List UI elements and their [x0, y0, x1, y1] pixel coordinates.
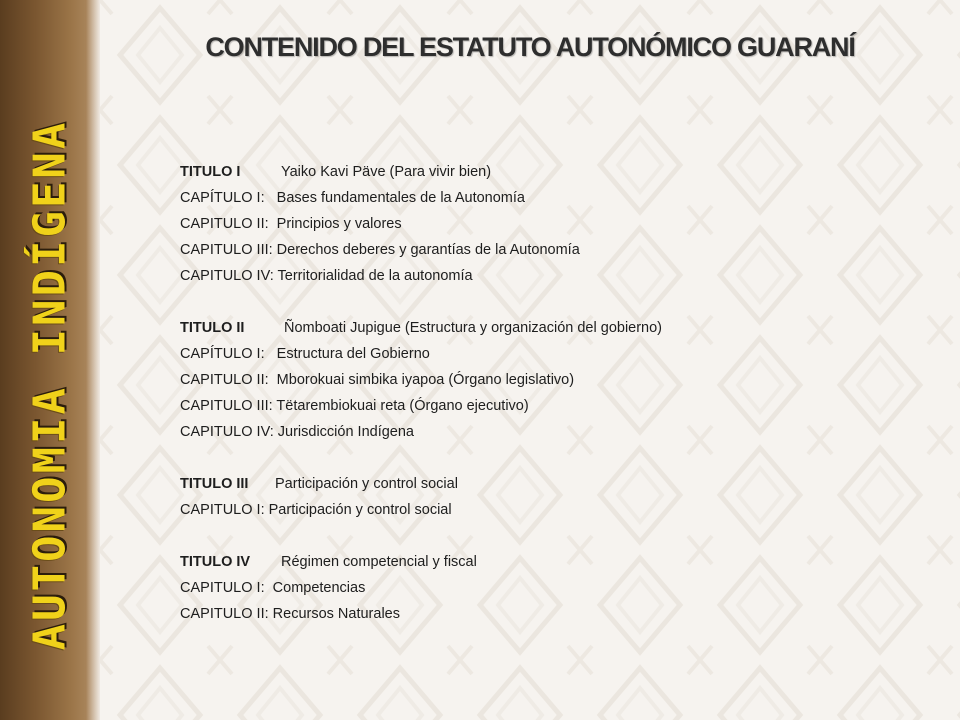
chapter-item: CAPITULO III: Derechos deberes y garantías de la Autonomía	[180, 242, 580, 258]
section-heading	[180, 159, 920, 185]
chapter-item: CAPITULO I: Competencias	[180, 580, 366, 596]
section-label: TITULO II	[180, 320, 245, 336]
chapter-item: CAPITULO I: Participación y control social	[180, 502, 452, 518]
section-text: Participación y control social	[275, 476, 458, 492]
chapter-item: CAPITULO III: Tëtarembiokuai reta (Órgano ejecutivo)	[180, 398, 529, 414]
section-label: TITULO III	[180, 476, 249, 492]
section-text: Yaiko Kavi Päve (Para vivir bien)	[281, 164, 492, 180]
section-heading	[180, 471, 920, 497]
section-text: Régimen competencial y fiscal	[281, 554, 477, 570]
section-heading	[180, 549, 920, 575]
contents-list	[180, 159, 920, 627]
spacer	[180, 445, 920, 471]
chapter-item: CAPITULO II: Mborokuai simbika iyapoa (Órgano legislativo)	[180, 372, 575, 388]
chapter-item: CAPITULO II: Recursos Naturales	[180, 606, 400, 622]
spacer	[180, 523, 920, 549]
chapter-item: CAPITULO II: Principios y valores	[180, 216, 402, 232]
sidebar-title: AUTONOMIA INDÍGENA	[24, 119, 76, 651]
page-title: CONTENIDO DEL ESTATUTO AUTONÓMICO GUARANÍ	[205, 32, 855, 62]
section-label: TITULO IV	[180, 554, 251, 570]
spacer	[180, 289, 920, 315]
section-text: Ñomboati Jupigue (Estructura y organización del gobierno)	[284, 320, 663, 336]
chapter-item: CAPÍTULO I: Bases fundamentales de la Autonomía	[180, 190, 525, 206]
section-heading	[180, 315, 920, 341]
section-label: TITULO I	[180, 164, 241, 180]
chapter-item: CAPÍTULO I: Estructura del Gobierno	[180, 346, 430, 362]
sidebar	[0, 0, 100, 720]
chapter-item: CAPITULO IV: Jurisdicción Indígena	[180, 424, 414, 440]
chapter-item: CAPITULO IV: Territorialidad de la autonomía	[180, 268, 473, 284]
